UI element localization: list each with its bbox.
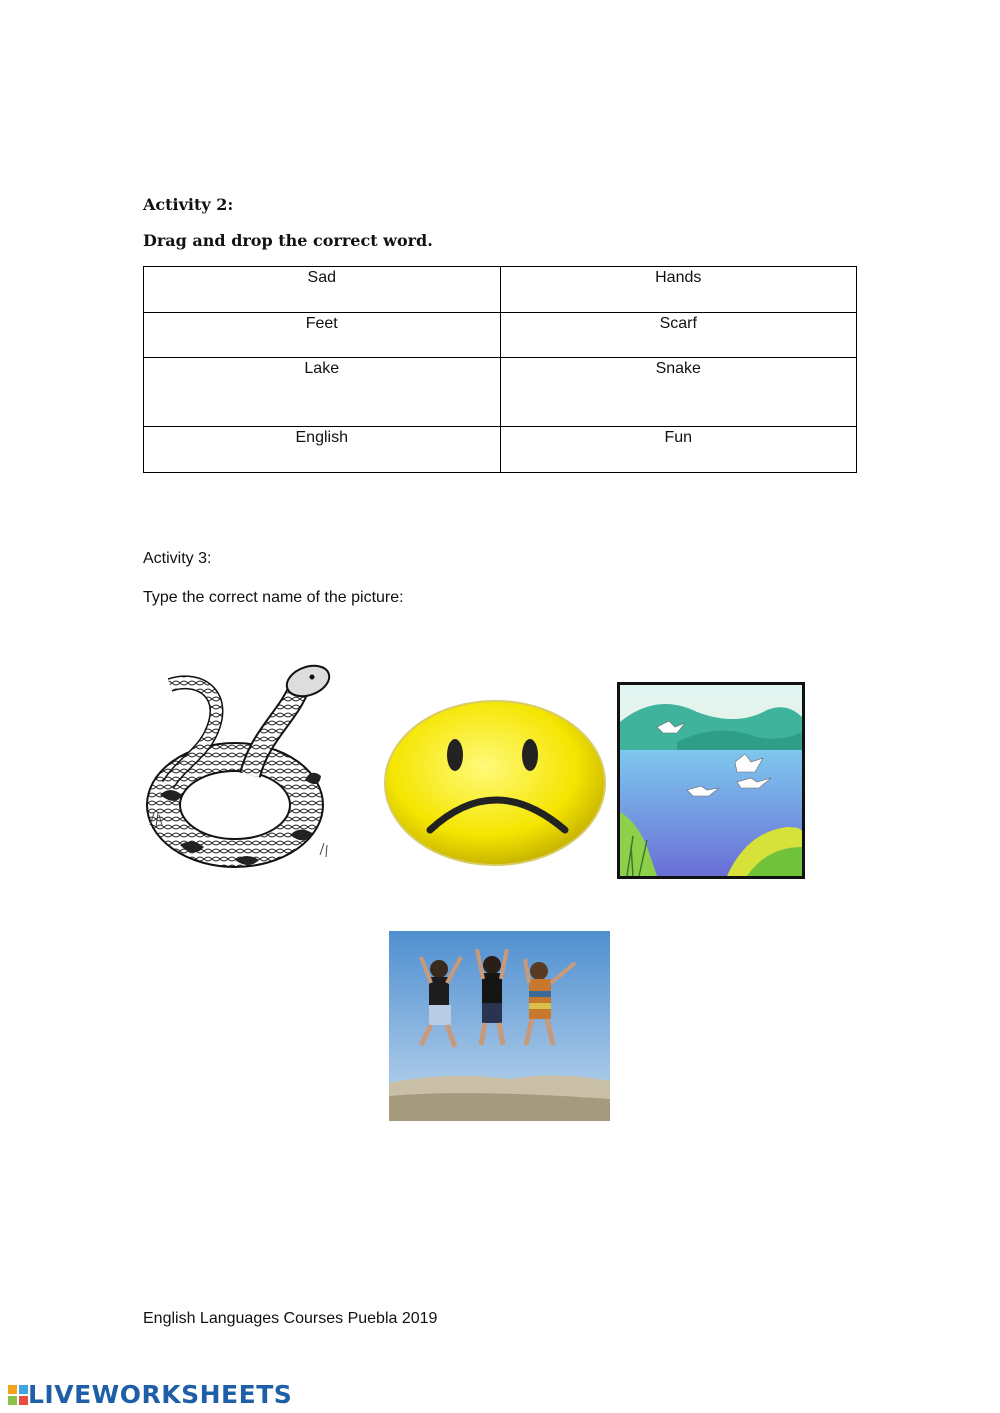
activity2-instruction: Drag and drop the correct word. [143, 231, 433, 250]
sad-face-picture [380, 695, 610, 870]
word-cell[interactable]: Sad [144, 267, 501, 313]
word-cell[interactable]: Snake [500, 358, 857, 427]
table-row [144, 358, 857, 427]
word-cell[interactable]: Hands [500, 267, 857, 313]
activity3-instruction: Type the correct name of the picture: [143, 589, 404, 606]
word-cell[interactable]: Scarf [500, 313, 857, 358]
activity2-title: Activity 2: [143, 195, 234, 214]
snake-picture [140, 655, 340, 880]
footer-text: English Languages Courses Puebla 2019 [143, 1310, 438, 1327]
word-cell[interactable]: Feet [144, 313, 501, 358]
table-row [144, 427, 857, 473]
word-cell[interactable]: Lake [144, 358, 501, 427]
jumping-people-picture [389, 931, 610, 1121]
activity3-title: Activity 3: [143, 550, 212, 567]
brand-logo [8, 1380, 292, 1409]
brand-icon [8, 1385, 28, 1405]
lake-picture [617, 682, 805, 879]
brand-name: LIVEWORKSHEETS [28, 1380, 293, 1409]
word-cell[interactable]: Fun [500, 427, 857, 473]
word-cell[interactable]: English [144, 427, 501, 473]
word-table [143, 266, 857, 473]
table-row [144, 267, 857, 313]
table-row [144, 313, 857, 358]
